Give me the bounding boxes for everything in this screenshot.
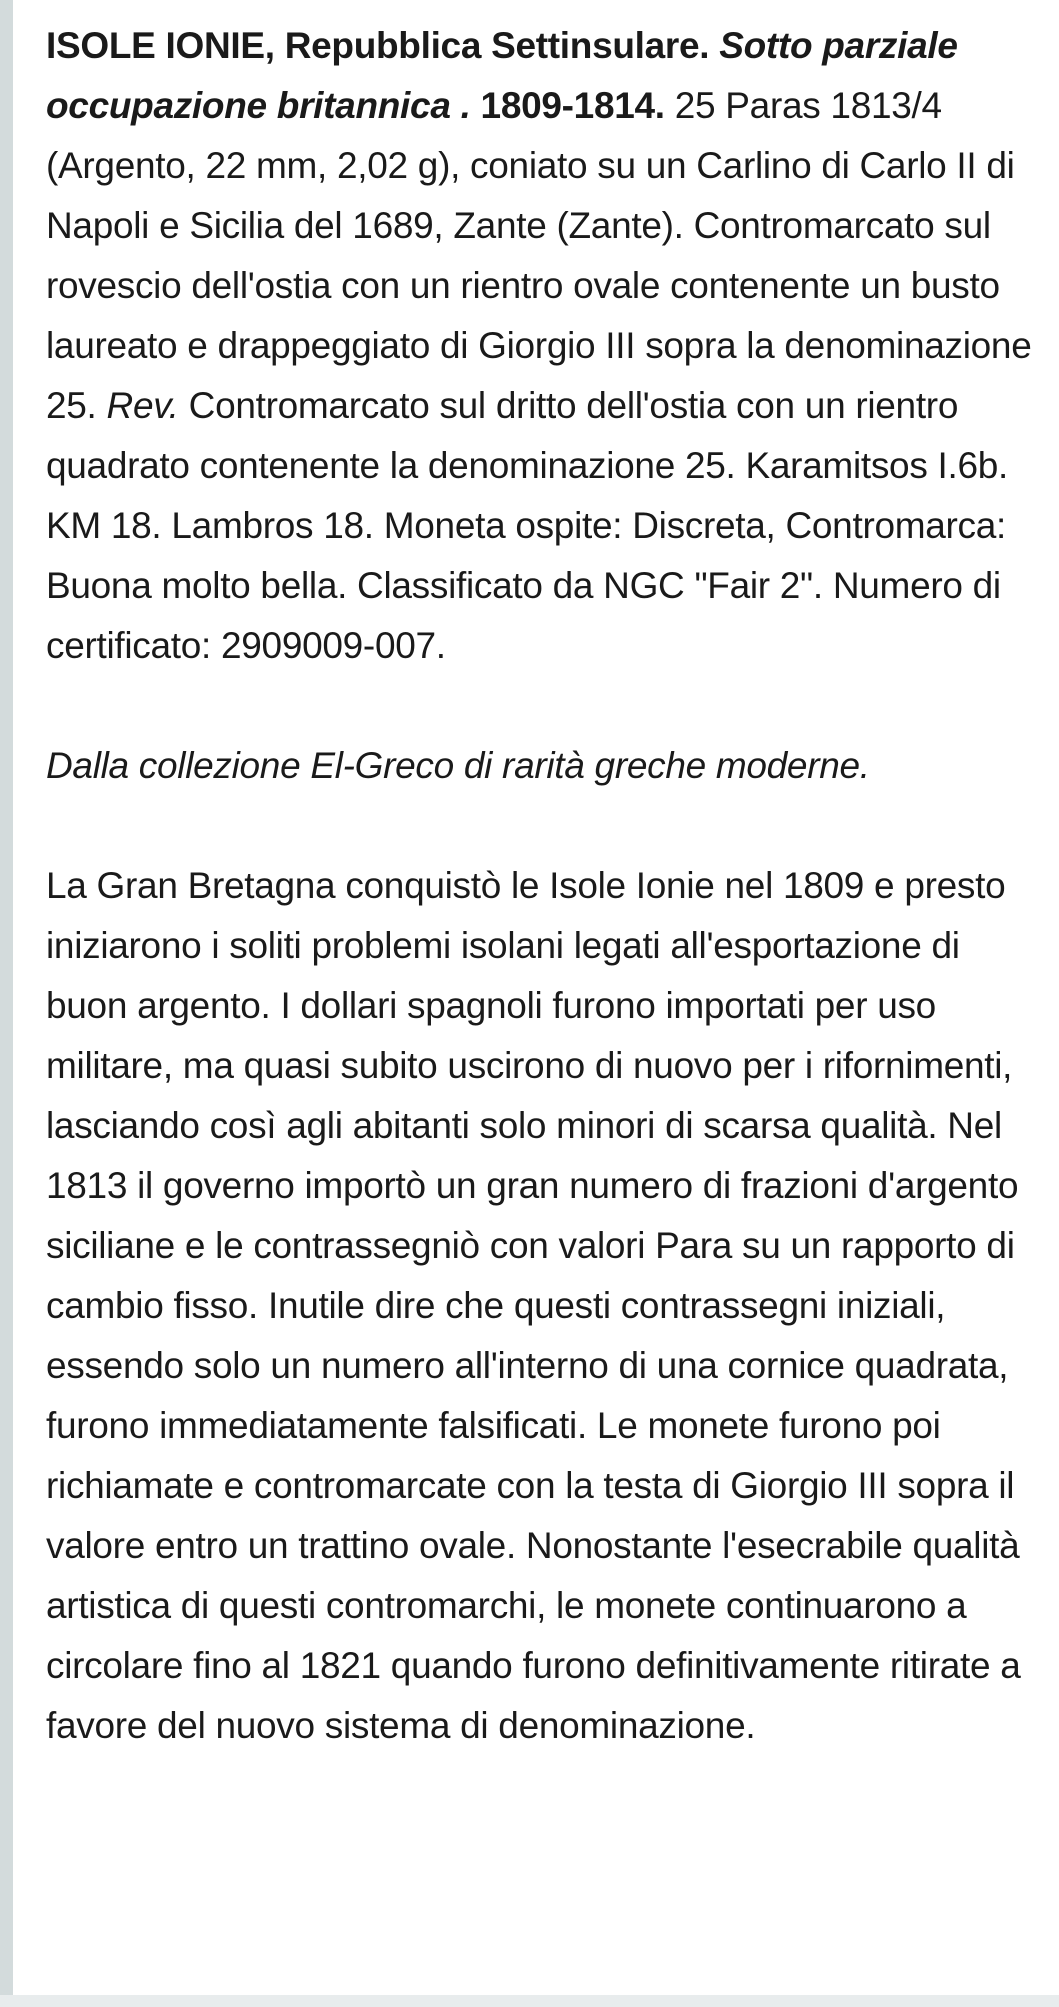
bottom-edge-bar [0, 1995, 1059, 2007]
history-paragraph: La Gran Bretagna conquistò le Isole Ionie nel 1809 e presto iniziarono i soliti problemi isolani legati all'esportazione di buon argento. I dollari spagnoli furono importati per uso militare, ma quasi subito uscirono di nuovo per i rifornimenti, lasciando così agli abitanti solo minori di scarsa qualità. Nel 1813 il governo importò un gran numero di frazioni d'argento siciliane e le contrassegniò con valori Para su un rapporto di cambio fisso. Inutile dire che questi contrassegni iniziali, essendo solo un numero all'interno di una cornice quadrata, furono immediatamente falsificati. Le monete furono poi richiamate e contromarcate con la testa di Giorgio III sopra il valore entro un trattino ovale. Nonostante l'esecrabile qualità artistica di questi contromarchi, le monete continuarono a circolare fino al 1821 quando furono definitivamente ritirate a favore del nuovo sistema di denominazione. [46, 865, 1021, 1746]
reverse-label: Rev. [106, 385, 179, 426]
lot-subtitle: Sotto parziale occupazione britannica . [46, 25, 958, 126]
lot-description-text [46, 16, 1036, 1756]
lot-description-paragraph [46, 16, 1036, 676]
lot-title: ISOLE IONIE, Repubblica Settinsulare. [46, 25, 710, 66]
lot-description-part1: 25 Paras 1813/4 (Argento, 22 mm, 2,02 g), coniato su un Carlino di Carlo II di Napoli e Sicilia del 1689, Zante (Zante). Contromarcato sul rovescio dell'ostia con un rientro ovale contenente un busto laureato e drappeggiato di Giorgio III sopra la denominazione 25. [46, 85, 1032, 426]
lot-date-range: 1809-1814. [480, 85, 665, 126]
provenance-paragraph [46, 736, 1036, 796]
provenance-text: Dalla collezione El-Greco di rarità greche moderne. [46, 745, 870, 786]
lot-description-part2: Contromarcato sul dritto dell'ostia con un rientro quadrato contenente la denominazione 25. Karamitsos I.6b. KM 18. Lambros 18. Moneta ospite: Discreta, Contromarca: Buona molto bella. Classificato da NGC "Fair 2". Numero di certificato: 2909009-007. [46, 385, 1008, 666]
left-margin-bar [0, 0, 13, 2007]
